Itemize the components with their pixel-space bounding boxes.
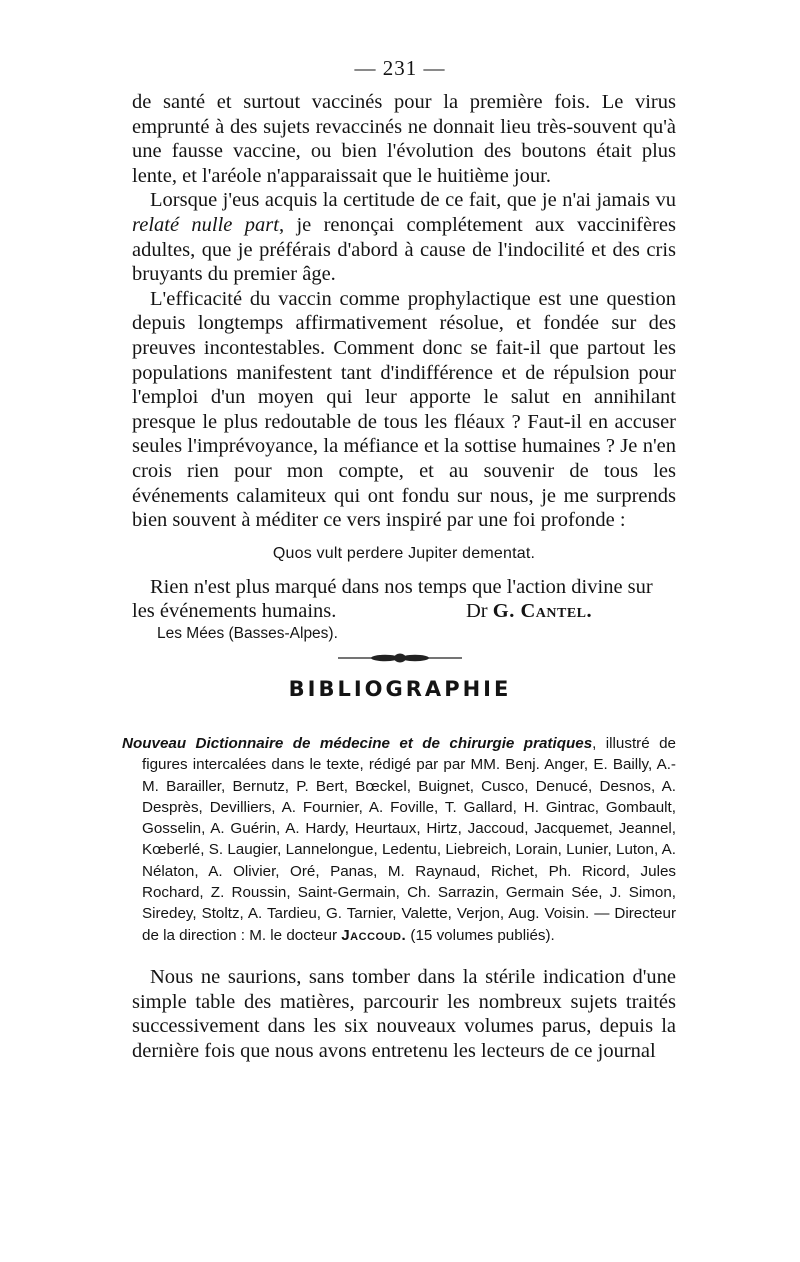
bibliography-entry <box>122 733 676 946</box>
text-run: Lorsque j'eus acquis la certitude de ce fait, que je n'ai jamais vu <box>150 189 676 212</box>
author-signature <box>466 600 592 623</box>
reference-director: Jaccoud. <box>341 926 407 944</box>
reference-title: Nouveau Dictionnaire de médecine et de chirurgie pratiques <box>122 735 593 752</box>
text-run: , je renonçai complétement aux vaccinifères adultes, que je préférais d'abord à cause de l'indocilité et des cris bruyants du premier âge. <box>132 213 676 286</box>
paragraph: Rien n'est plus marqué dans nos temps que l'action divine sur <box>150 576 653 598</box>
ornamental-divider <box>0 651 800 665</box>
paragraph <box>132 188 676 286</box>
body-text-conclusion <box>132 575 676 600</box>
body-text-top <box>132 90 676 533</box>
bibliography-text <box>122 733 676 946</box>
closing-text: les événements humains. <box>132 600 337 622</box>
divider-ornament-right <box>401 655 429 661</box>
latin-quote: Quos vult perdere Jupiter dementat. <box>272 545 536 562</box>
section-title: BIBLIOGRAPHIE <box>288 677 512 701</box>
body-text-bottom <box>132 965 676 1063</box>
author-location: Les Mées (Basses-Alpes). <box>157 625 338 642</box>
paragraph: Nous ne saurions, sans tomber dans la stérile indication d'une simple table des matières, parcourir les nombreux sujets traités successivement dans les six nouveaux volumes parus, depuis la dernière fois que nous avons entretenu les lecteurs de ce journal <box>132 966 676 1062</box>
paragraph: L'efficacité du vaccin comme prophylactique est une question depuis longtemps affirmativement résolue, et fondée sur des preuves incontestables. Comment donc se fait-il que partout les populations manifestent tant d'indifférence et de répulsion pour l'emploi d'un moyen qui leur apporte le salut en annihilant presque le plus redoutable de tous les fléaux ? Faut-il en accuser seules l'imprévoyance, la méfiance et la sottise humaines ? Je n'en crois rien pour mon compte, et au souvenir de tous les événements calamiteux qui ont fondu sur nous, je me surprends bien souvent à méditer ce vers inspiré par une foi profonde : <box>132 287 676 532</box>
paragraph: de santé et surtout vaccinés pour la première fois. Le virus emprunté à des sujets revaccinés ne donnait lieu très-souvent qu'à une fausse vaccine, ou bien l'évolution des boutons était plus lente, et l'aréole n'apparaissait que le huitième jour. <box>132 91 676 187</box>
emphasis: relaté nulle part <box>132 213 279 236</box>
page-number: — 231 — <box>354 56 446 80</box>
author-title: Dr <box>466 600 488 622</box>
reference-details: , illustré de figures intercalées dans le texte, rédigé par par MM. Benj. Anger, E. Bailly, A.-M. Barailler, Bernutz, P. Bert, Bœckel, Buignet, Cusco, Denucé, Desnos, A. Desprès, Devilliers, A. Fournier, A. Foville, T. Gallard, H. Gintrac, Gombault, Gosselin, A. Guérin, A. Hardy, Heurtaux, Hirtz, Jaccoud, Jacquemet, Jeannel, Kœberlé, S. Laugier, Lannelongue, Ledentu, Liebreich, Lorain, Lunier, Luton, A. Nélaton, A. Olivier, Oré, Panas, M. Raynaud, Richet, Ph. Ricord, Jules Rochard, Z. Roussin, Saint-Germain, Ch. Sarrazin, Germain Sée, J. Simon, Siredey, Stoltz, A. Tardieu, G. Tarnier, Valette, Verjon, Aug. Voisin. — Directeur de la direction : M. le docteur <box>142 735 676 944</box>
author-name: G. Cantel. <box>492 600 593 622</box>
reference-volumes: (15 volumes publiés). <box>410 926 555 944</box>
